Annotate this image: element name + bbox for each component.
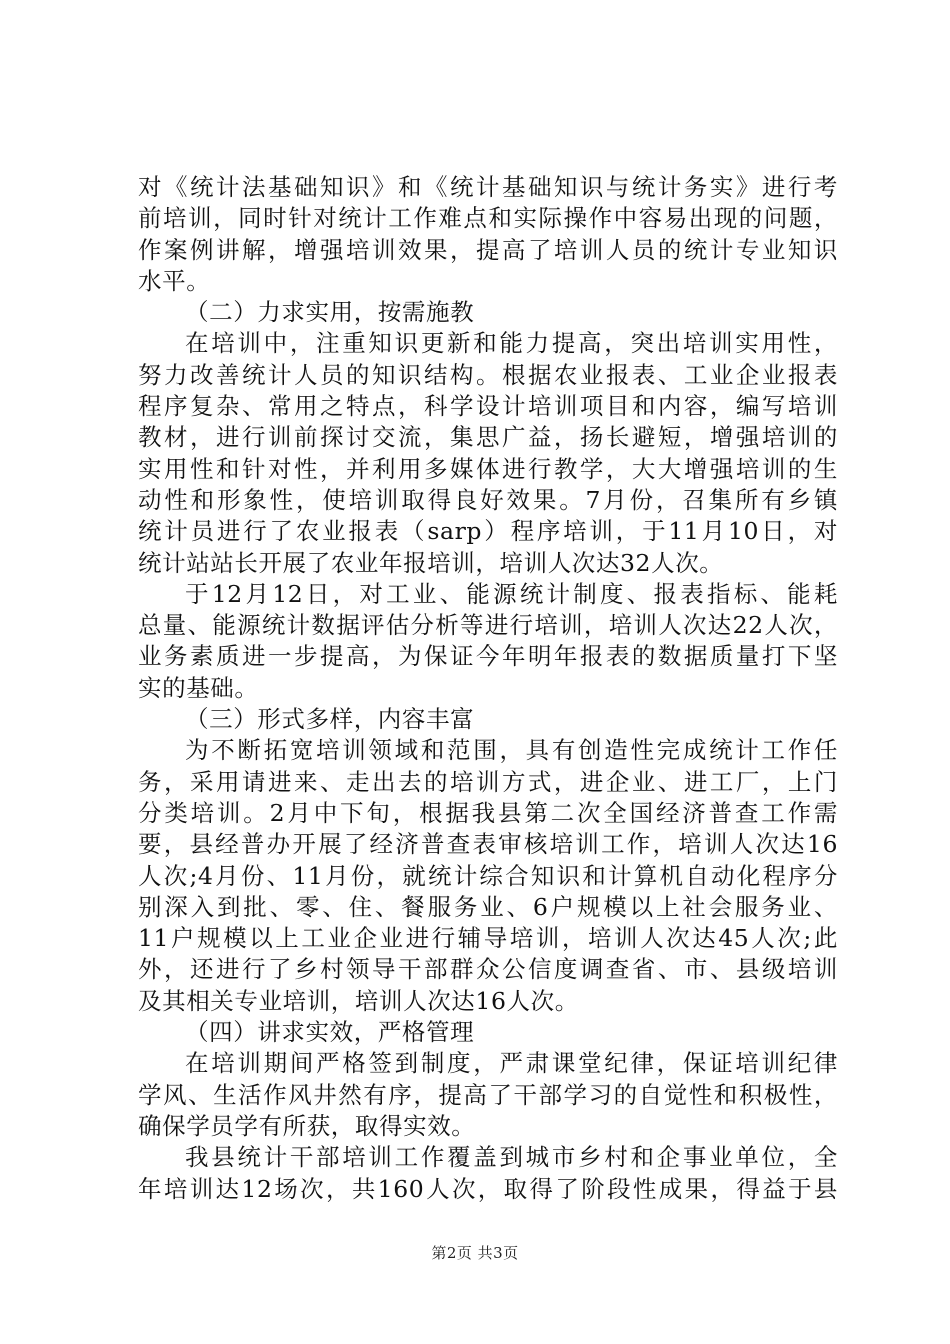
text-line: 务，采用请进来、走出去的培训方式，进企业、进工厂，上门	[138, 767, 838, 796]
text-line: 于12月12日，对工业、能源统计制度、报表指标、能耗	[185, 579, 838, 608]
text-line: 程序复杂、常用之特点，科学设计培训项目和内容，编写培训	[138, 392, 838, 421]
text-line: 实的基础。	[138, 673, 259, 702]
text-line: 为不断拓宽培训领域和范围，具有创造性完成统计工作任	[185, 736, 838, 765]
text-line: 总量、能源统计数据评估分析等进行培训，培训人次达22人次，	[138, 611, 838, 640]
text-line: 统计员进行了农业报表（sarp）程序培训，于11月10日，对	[138, 517, 838, 546]
text-line: 确保学员学有所获，取得实效。	[138, 1111, 476, 1140]
text-line: （三）形式多样，内容丰富	[185, 705, 475, 734]
text-line: 统计站站长开展了农业年报培训，培训人次达32人次。	[138, 548, 724, 577]
text-line: 11户规模以上工业企业进行辅导培训，培训人次达45人次;此	[138, 924, 838, 953]
text-line: 分类培训。2月中下旬，根据我县第二次全国经济普查工作需	[138, 798, 838, 827]
text-line: 在培训中，注重知识更新和能力提高，突出培训实用性，	[185, 329, 838, 358]
text-line: 教材，进行训前探讨交流，集思广益，扬长避短，增强培训的	[138, 423, 838, 452]
text-line: 别深入到批、零、住、餐服务业、6户规模以上社会服务业、	[138, 892, 838, 921]
document-body	[138, 172, 838, 1205]
text-line: 作案例讲解，增强培训效果，提高了培训人员的统计专业知识	[138, 235, 838, 264]
text-line: 人次;4月份、11月份，就统计综合知识和计算机自动化程序分	[138, 861, 838, 890]
text-line: 动性和形象性，使培训取得良好效果。7月份，召集所有乡镇	[138, 485, 838, 514]
page-footer	[0, 1242, 950, 1263]
text-line: 学风、生活作风井然有序，提高了干部学习的自觉性和积极性，	[138, 1080, 838, 1109]
text-line: 外，还进行了乡村领导干部群众公信度调查省、市、县级培训	[138, 955, 838, 984]
text-line: （二）力求实用，按需施教	[185, 298, 475, 327]
page-number-label: 第2页 共3页	[431, 1244, 519, 1262]
text-line: 我县统计干部培训工作覆盖到城市乡村和企事业单位，全	[185, 1143, 838, 1172]
text-line: 水平。	[138, 266, 211, 295]
text-line: 努力改善统计人员的知识结构。根据农业报表、工业企业报表	[138, 360, 838, 389]
text-line: 年培训达12场次，共160人次，取得了阶段性成果，得益于县	[138, 1174, 838, 1203]
text-line: 要，县经普办开展了经济普查表审核培训工作，培训人次达16	[138, 830, 838, 859]
text-line: 实用性和针对性，并利用多媒体进行教学，大大增强培训的生	[138, 454, 838, 483]
text-line: 及其相关专业培训，培训人次达16人次。	[138, 986, 579, 1015]
text-line: 前培训，同时针对统计工作难点和实际操作中容易出现的问题，	[138, 204, 838, 233]
text-line: （四）讲求实效，严格管理	[185, 1018, 475, 1047]
text-line: 对《统计法基础知识》和《统计基础知识与统计务实》进行考	[138, 173, 838, 201]
text-line: 在培训期间严格签到制度，严肃课堂纪律，保证培训纪律	[185, 1049, 838, 1078]
text-line: 业务素质进一步提高，为保证今年明年报表的数据质量打下坚	[138, 642, 838, 671]
